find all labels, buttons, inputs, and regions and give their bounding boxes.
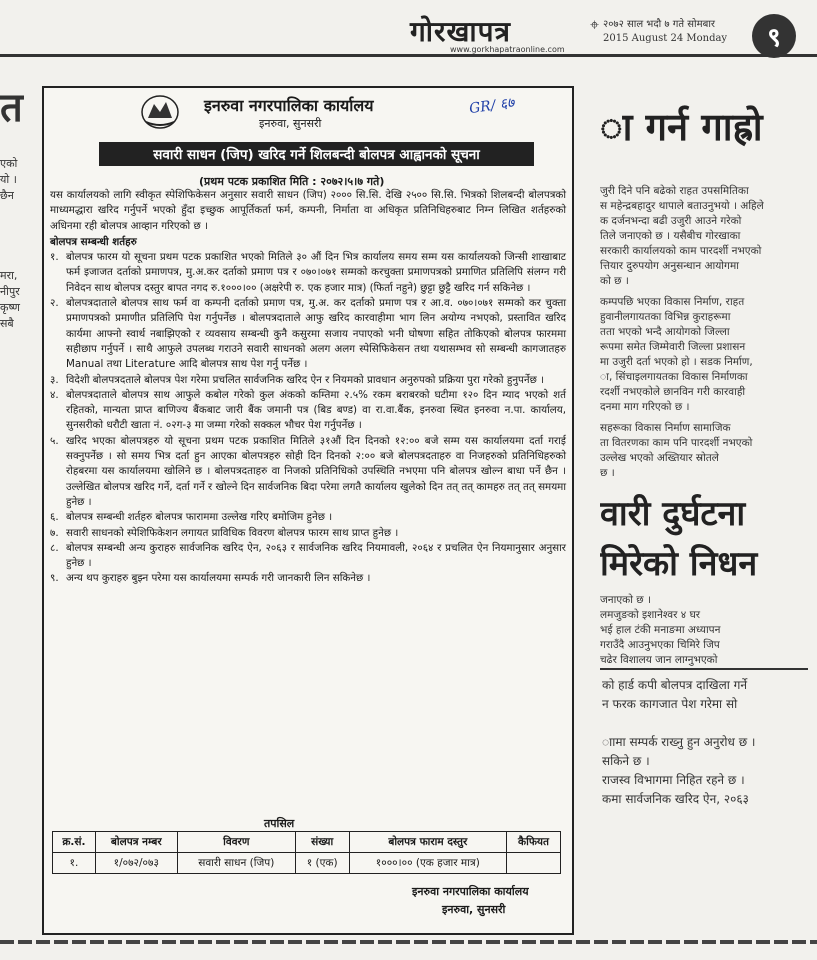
bottom-rule	[0, 940, 817, 944]
registration-mark-icon: ⌖	[590, 15, 600, 34]
term-number: ७.	[50, 526, 59, 539]
date-nepali: २०७२ साल भदौ ७ गते सोमबार	[603, 19, 716, 30]
schedule-header-cell: संख्या	[295, 832, 349, 853]
schedule-header-cell: क्र.सं.	[53, 832, 96, 853]
handwritten-note: GR/ ६७	[468, 94, 516, 118]
page-number-badge: ९	[752, 14, 796, 58]
right-column-line: सहरूका विकास निर्माण सामाजिक	[600, 422, 731, 434]
right-column-line: तिले जनाएको छ । यसैबीच गोरखाका	[600, 230, 741, 242]
term-number: ५.	[50, 434, 59, 447]
right-headline-1: ा गर्न गाह्रो	[600, 105, 763, 149]
boxed-notice-line: ाामा सम्पर्क राख्नु हुन अनुरोध छ ।	[602, 735, 756, 749]
schedule-header-cell: विवरण	[177, 832, 295, 853]
schedule-cell: सवारी साधन (जिप)	[177, 853, 295, 874]
term-item	[50, 296, 566, 372]
right-column-line: रदर्शी नभएकोले छानविन गरी कारवाही	[600, 386, 746, 398]
schedule-table	[52, 831, 561, 874]
boxed-notice-line: को हार्ड कपी बोलपत्र दाखिला गर्ने	[602, 678, 748, 692]
right-headline-2b: मिरेको निधन	[600, 544, 758, 584]
boxed-notice-line: कमा सार्वजनिक खरिद ऐन, २०६३	[602, 792, 749, 806]
right-column-line: को छ ।	[600, 275, 629, 287]
term-text: बोलपत्र फारम यो सूचना प्रथम पटक प्रकाशित भएको मितिले ३० औं दिन भित्र कार्यालय समय सम्म यस कार्यालयको जिन्सी शाखाबाट फर्म इजाजत दर्ताको प्रमाणपत्र, मु.अ.कर दर्ताको प्रमाण पत्र र ०७०।०७१ सम्मको करचुक्ता प्रमाणपत्रको प्रमाणित प्रतिलिपि संलग्न गरी निवेदन साथ बोलपत्र दस्तुर बापत नगद रु.१०००।०० (अक्षरेपी रु. एक हजार मात्र) (फिर्ता नहुने) छुट्टा छुट्टै खरिद गर्न सकिनेछ ।	[66, 251, 566, 294]
nepal-emblem-icon	[140, 94, 180, 130]
right-column-line: ा, सिंचाइलगायतका विकास निर्माणका	[600, 371, 748, 383]
boxed-notice-line: न फरक कागजात पेश गरेमा सो	[602, 697, 738, 711]
right-column-line: स महेन्द्रबहादुर थापाले बताउनुभयो । अहिले	[600, 200, 764, 212]
right-column-line: रूपमा समेत जिम्मेवारी जिल्ला प्रशासन	[600, 341, 746, 353]
term-item	[50, 373, 566, 388]
term-number: ६.	[50, 511, 59, 524]
right-paragraph-4	[600, 593, 808, 668]
notice-body	[50, 188, 566, 587]
left-column-line: मरा,	[0, 269, 18, 282]
schedule-header-cell: कैफियत	[507, 832, 561, 853]
right-column-line: छ ।	[600, 467, 615, 479]
signature-office: इनरुवा नगरपालिका कार्यालय	[412, 885, 529, 898]
terms-list	[50, 250, 566, 587]
newspaper-masthead: गोरखापत्र	[410, 15, 511, 48]
left-column-line: सबै	[0, 317, 14, 330]
schedule-title: तपसिल	[264, 817, 295, 830]
right-paragraph-3	[600, 421, 808, 481]
right-column-line: तता भएको भन्दै आयोगको जिल्ला	[600, 326, 730, 338]
left-column-line: छैन	[0, 189, 14, 202]
term-item	[50, 250, 566, 296]
left-column-line	[0, 236, 32, 252]
right-column-line: चढेर विशालय जान लाग्नुभएको	[600, 654, 718, 666]
right-column-line: दनमा माग गरिएको छ ।	[600, 401, 690, 413]
office-location: इनरुवा, सुनसरी	[259, 117, 322, 130]
right-column-line: कम्पपछि भएका विकास निर्माण, राहत	[600, 296, 745, 308]
office-name: इनरुवा नगरपालिका कार्यालय	[204, 96, 374, 115]
schedule-row	[53, 853, 561, 874]
term-text: बोलपत्रदाताले बोलपत्र साथ आफुले कबोल गरेको कुल अंकको कम्तिमा २.५% रकम बराबरको घटीमा १२० दिन म्याद भएको शर्त रहितको, मान्यता प्राप्त बाणिज्य बैंकबाट जारी बैंक जमानी पत्र (बिड बण्ड) वा रा.वा.बैंक, इनरुवा स्थित इनरुवा न.पा. कार्यालय, सुनसरीको धरौटी खाता नं. ०२ग-३ मा जम्मा गरेको सक्कल भौचर पेश गर्नुपर्नेछ ।	[66, 388, 566, 432]
right-column-line: त्तियार दुरुपयोग अनुसन्धान आयोगमा	[600, 260, 739, 272]
first-publication-date: (प्रथम पटक प्रकाशित मिति : २०७२।५।७ गते)	[199, 175, 385, 188]
term-number: १.	[50, 251, 59, 264]
notice-title-banner: सवारी साधन (जिप) खरिद गर्ने शिलबन्दी बोलपत्र आह्वानको सूचना	[99, 142, 534, 166]
right-column-line: जुरी दिने पनि बढेको राहत उपसमितिका	[600, 185, 749, 197]
masthead-rule	[0, 54, 817, 57]
boxed-notice-line: राजस्व विभागमा निहित रहने छ ।	[602, 773, 745, 787]
left-column-line: कृष्ण	[0, 301, 20, 314]
schedule-cell: १०००।०० (एक हजार मात्र)	[349, 853, 507, 874]
schedule-body	[53, 853, 561, 874]
term-text: अन्य थप कुराहरु बुझ्न परेमा यस कार्यालयमा सम्पर्क गरी जानकारी लिन सकिनेछ ।	[66, 572, 371, 585]
schedule-cell: १ (एक)	[295, 853, 349, 874]
term-number: ९.	[50, 572, 59, 585]
right-column-line: गराउँदै आउनुभएका चिमिरे जिप	[600, 639, 720, 651]
right-boxed-notice-fragment	[600, 668, 808, 809]
term-number: ८.	[50, 541, 59, 554]
term-number: २.	[50, 297, 59, 310]
term-text: बोलपत्रदाताले बोलपत्र साथ फर्म वा कम्पनी दर्ताको प्रमाण पत्र, मु.अ. कर दर्ताको प्रमाण पत्र र आ.व. ०७०।०७१ सम्मको कर चुक्ता प्रमाणपत्रको प्रमाणीत प्रतिलिपि पेश गर्नुपर्नेछ । बोलपत्रदाताले आफु खरिद कारवाहीमा भाग लिन अयोग्य नभएको, प्रस्तावित खरिद कार्यमा आफ्नो स्वार्थ नबाझिएको र व्यवसाय सम्बन्धी कुनै कसुरमा सजाय नपाएको भनी घोषणा सहित तोकिएको बोलपत्र फारममा सहीछाप गर्नुपर्ने । साथै आफुले उपलब्ध गराउने सवारी साधनको अलग अलग स्पेसिफिकेसन तथा यथासम्भव सो सम्बन्धी कागजातहरु Manual तथा Literature आदि बोलपत्र साथ पेश गर्नु पर्नेछ ।	[66, 297, 566, 371]
left-column-line	[0, 204, 32, 220]
right-column-line: उल्लेख भएको अख्तियार स्रोतले	[600, 452, 719, 464]
right-paragraph-2	[600, 295, 808, 415]
right-headline-2a: वारी दुर्घटना	[600, 494, 746, 534]
schedule-cell	[507, 853, 561, 874]
term-item	[50, 388, 566, 434]
left-column-line: एको	[0, 157, 18, 170]
date-english: 2015 August 24 Monday	[603, 33, 728, 44]
right-column-line: हुवानीलगायतका विभिन्न कुराहरूमा	[600, 311, 731, 323]
website-url: www.gorkhapatraonline.com	[450, 45, 565, 54]
left-headline-fragment: त	[0, 85, 23, 131]
term-item	[50, 526, 566, 541]
term-text: सवारी साधनको स्पेशिफिकेशन लगायत प्राविधिक विवरण बोलपत्र फारम साथ प्राप्त हुनेछ ।	[66, 526, 399, 539]
left-column-line	[0, 252, 32, 268]
term-text: बोलपत्र सम्बन्धी शर्तहरु बोलपत्र फाराममा उल्लेख गरिए बमोजिम हुनेछ ।	[66, 511, 333, 524]
right-column-line: जनाएको छ ।	[600, 594, 651, 606]
term-item	[50, 541, 566, 572]
left-column-line: यो ।	[0, 173, 17, 186]
right-news-column	[600, 66, 808, 946]
terms-heading: बोलपत्र सम्बन्धी शर्तहरु	[50, 235, 137, 248]
left-column-lines	[0, 156, 32, 332]
right-column-line: भई हाल टंकी मनाङमा अध्यापन	[600, 624, 721, 636]
left-column-fragment	[0, 70, 32, 940]
schedule-cell: १/०७२/०७३	[95, 853, 177, 874]
term-text: बोलपत्र सम्बन्धी अन्य कुराहरु सार्वजनिक खरिद ऐन, २०६३ र सार्वजनिक खरिद नियमावली, २०६४ र प्रचलित ऐन नियमानुसार अनुसार हुनेछ ।	[66, 541, 566, 570]
term-text: खरिद भएका बोलपत्रहरु यो सूचना प्रथम पटक प्रकाशित मितिले ३१औं दिन दिनको १२:०० बजे सम्म यस कार्यालयमा दर्ता गराई सक्नुपर्नेछ । सो समय भित्र दर्ता हुन आएका बोलपत्रहरु सोही दिन दिनको २:०० बजे बोलपत्रदताहरु वा निजहरुको प्रतिनिधिहरुको रोहबरमा यस कार्यालयमा खोलिने छ । बोलपत्रदताहरु वा निजको प्रतिनिधिको उपस्थिति नभएमा पनि बोलपत्र खोल्न बाधा पर्ने छैन । उल्लेखित बोलपत्र खरिद गर्ने, दर्ता गर्ने र खोल्ने दिन सार्वजनिक बिदा परेमा लगतै कार्यालय खुलेको दिन तत् तत् कामहरु तत् तत् समयमा हुनेछ ।	[66, 434, 566, 508]
right-paragraph-1	[600, 184, 808, 289]
term-number: ४.	[50, 388, 59, 401]
left-column-line	[0, 220, 32, 236]
term-number: ३.	[50, 373, 59, 386]
right-column-line: लमजुङको इशानेश्वर ४ घर	[600, 609, 701, 621]
schedule-header-cell: बोलपत्र फाराम दस्तुर	[349, 832, 507, 853]
right-column-line: मा उजुरी दर्ता भएको हो । सडक निर्माण,	[600, 356, 753, 368]
boxed-notice-line	[602, 714, 808, 733]
term-item	[50, 510, 566, 525]
right-column-line: क दर्जनभन्दा बढी उजुरी आउने गरेको	[600, 215, 742, 227]
dateline	[603, 18, 727, 46]
left-column-line: नीपुर	[0, 285, 20, 298]
term-item	[50, 434, 566, 510]
schedule-header-cell: बोलपत्र नम्बर	[95, 832, 177, 853]
signature-place: इनरुवा, सुनसरी	[442, 903, 506, 916]
schedule-cell: १.	[53, 853, 96, 874]
schedule-header-row	[53, 832, 561, 853]
term-item	[50, 571, 566, 586]
notice-intro: यस कार्यालयको लागि स्वीकृत स्पेशिफिकेसन अनुसार सवारी साधन (जिप) २००० सि.सि. देखि २५०० सि.सि. भित्रको शिलबन्दी बोलपत्रको माध्यमद्धारा खरिद गर्नुपर्ने भएको हुँदा इच्छुक आपूर्तिकर्ता फर्म, कम्पनी, निर्माता वा अधिकृत प्रतिनिधिहरुबाट निम्न लिखित शर्तहरुको अधिनमा रही बोलपत्र आव्हान गरिएको छ ।	[50, 189, 566, 232]
term-text: विदेशी बोलपत्रदताले बोलपत्र पेश गरेमा प्रचलित सार्वजनिक खरिद ऐन र नियमको प्रावधान अनुरुपको प्रक्रिया पुरा गरेको हुनुपर्नेछ ।	[66, 373, 545, 386]
tender-notice	[42, 86, 574, 935]
boxed-notice-line: सकिने छ ।	[602, 754, 650, 768]
right-column-line: सरकारी कार्यालयको काम पारदर्शी नभएको	[600, 245, 762, 257]
right-column-line: ता वितरणका काम पनि पारदर्शी नभएको	[600, 437, 753, 449]
